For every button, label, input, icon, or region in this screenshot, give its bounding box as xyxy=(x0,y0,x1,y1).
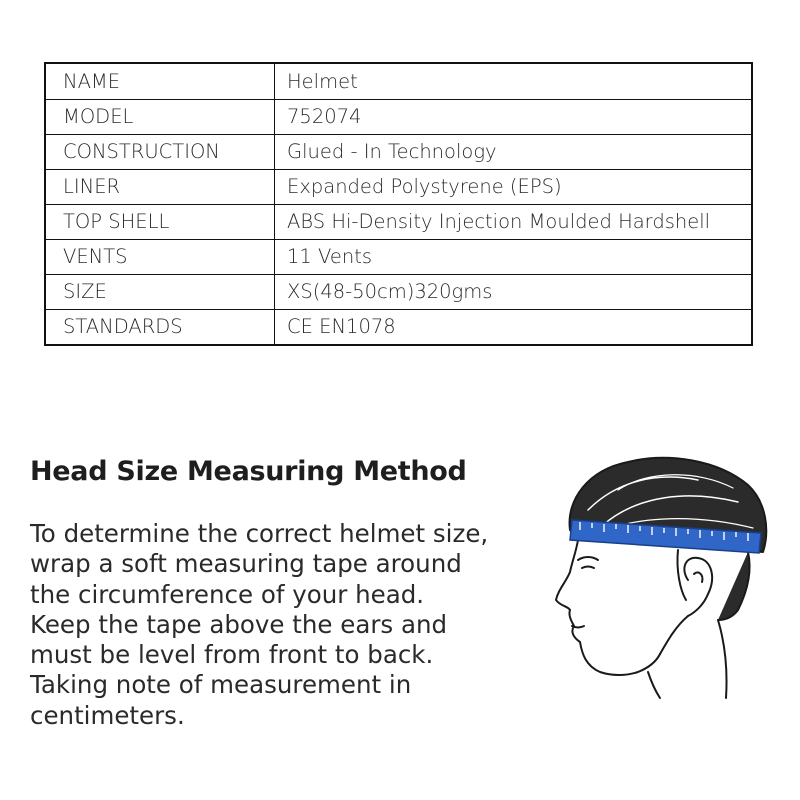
instruction-line: centimeters. xyxy=(30,700,185,730)
face-profile xyxy=(556,540,660,675)
spec-label-model: MODEL xyxy=(45,100,275,135)
spec-value-top-shell: ABS Hi-Density Injection Moulded Hardshell xyxy=(275,205,753,240)
spec-value-vents: 11 Vents xyxy=(275,240,753,275)
spec-value-liner: Expanded Polystyrene (EPS) xyxy=(275,170,753,205)
spec-label-name: NAME xyxy=(45,63,275,100)
head-with-measuring-tape-icon xyxy=(548,440,778,700)
spec-value-name: Helmet xyxy=(275,63,753,100)
instruction-line: Keep the tape above the ears and xyxy=(30,609,448,639)
ear xyxy=(684,558,712,616)
spec-label-vents: VENTS xyxy=(45,240,275,275)
measure-instructions xyxy=(30,519,550,731)
measure-title: Head Size Measuring Method xyxy=(30,456,467,487)
spec-table xyxy=(44,62,753,346)
table-row xyxy=(45,310,752,346)
spec-value-construction: Glued - In Technology xyxy=(275,135,753,170)
table-row xyxy=(45,100,752,135)
spec-value-standards: CE EN1078 xyxy=(275,310,753,346)
instruction-line: To determine the correct helmet size, xyxy=(30,519,489,548)
spec-label-size: SIZE xyxy=(45,275,275,310)
spec-label-standards: STANDARDS xyxy=(45,310,275,346)
table-row xyxy=(45,205,752,240)
spec-value-model: 752074 xyxy=(275,100,753,135)
spec-label-top-shell: TOP SHELL xyxy=(45,205,275,240)
instruction-line: must be level from front to back. xyxy=(30,640,434,670)
table-row xyxy=(45,170,752,205)
table-row xyxy=(45,240,752,275)
spec-label-construction: CONSTRUCTION xyxy=(45,135,275,170)
table-row xyxy=(45,275,752,310)
spec-label-liner: LINER xyxy=(45,170,275,205)
spec-value-size: XS(48-50cm)320gms xyxy=(275,275,753,310)
instruction-line: the circumference of your head. xyxy=(30,579,425,609)
instruction-line: Taking note of measurement in xyxy=(30,670,412,700)
table-row xyxy=(45,135,752,170)
instruction-line: wrap a soft measuring tape around xyxy=(30,549,462,579)
table-row xyxy=(45,63,752,100)
